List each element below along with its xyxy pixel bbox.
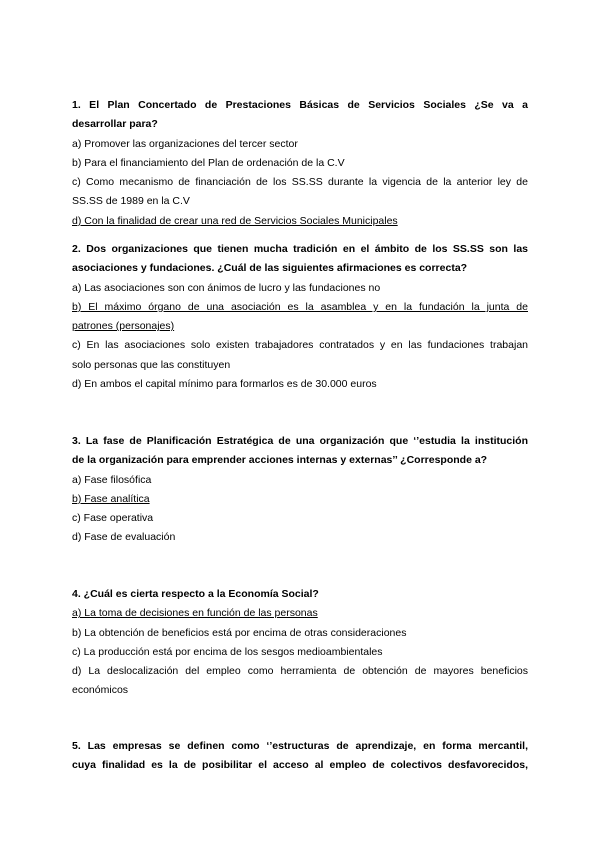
question-title: 5. Las empresas se definen como ‘’estructuras de aprendizaje, en forma mercantil, [72, 740, 528, 752]
question-1 [72, 96, 528, 231]
answer-option-d: d) La deslocalización del empleo como herramienta de obtención de mayores beneficios [72, 665, 528, 678]
question-title: 3. La fase de Planificación Estratégica de una organización que ‘’estudia la institución [72, 435, 528, 447]
question-title: desarrollar para? [72, 118, 158, 131]
answer-option-c: c) Fase operativa [72, 512, 154, 525]
answer-option-d-correct: d) Con la finalidad de crear una red de Servicios Sociales Municipales [72, 214, 398, 227]
question-title: de la organización para emprender acciones internas y externas’’ ¿Corresponde a? [72, 454, 488, 467]
answer-option-d-cont: económicos [72, 684, 129, 697]
answer-option-b-correct: b) El máximo órgano de una asociación es la asamblea y en la fundación la junta de [72, 300, 528, 313]
answer-option-b: b) La obtención de beneficios está por encima de otras consideraciones [72, 626, 407, 639]
question-title: asociaciones y fundaciones. ¿Cuál de las siguientes afirmaciones es correcta? [72, 262, 468, 275]
answer-option-c-cont: SS.SS de 1989 en la C.V [72, 195, 190, 208]
question-title: 1. El Plan Concertado de Prestaciones Básicas de Servicios Sociales ¿Se va a [72, 99, 528, 111]
answer-option-a-correct: a) La toma de decisiones en función de las personas [72, 607, 318, 620]
question-3 [72, 432, 528, 548]
answer-option-c: c) La producción está por encima de los sesgos medioambientales [72, 645, 383, 658]
question-4 [72, 585, 528, 701]
answer-option-a: a) Fase filosófica [72, 473, 152, 486]
answer-option-d: d) Fase de evaluación [72, 531, 176, 544]
question-title: 2. Dos organizaciones que tienen mucha tradición en el ámbito de los SS.SS son las [72, 243, 528, 255]
answer-option-c: c) En las asociaciones solo existen trabajadores contratados y en las fundaciones trabajan [72, 339, 528, 352]
answer-option-a: a) Las asociaciones son con ánimos de lucro y las fundaciones no [72, 281, 381, 294]
question-5 [72, 737, 528, 776]
answer-option-c-cont: solo personas que las constituyen [72, 358, 231, 371]
answer-option-d: d) En ambos el capital mínimo para formarlos es de 30.000 euros [72, 378, 377, 391]
answer-option-a: a) Promover las organizaciones del tercer sector [72, 137, 298, 150]
answer-option-c: c) Como mecanismo de financiación de los SS.SS durante la vigencia de la anterior ley de [72, 176, 528, 189]
answer-option-b-correct-cont: patrones (personajes) [72, 320, 175, 333]
question-title: cuya finalidad es la de posibilitar el acceso al empleo de colectivos desfavorecidos, [72, 759, 528, 772]
question-2 [72, 240, 528, 394]
answer-option-b: b) Para el financiamiento del Plan de ordenación de la C.V [72, 156, 345, 169]
answer-option-b-correct: b) Fase analítica [72, 492, 150, 505]
question-title: 4. ¿Cuál es cierta respecto a la Economía Social? [72, 588, 319, 600]
